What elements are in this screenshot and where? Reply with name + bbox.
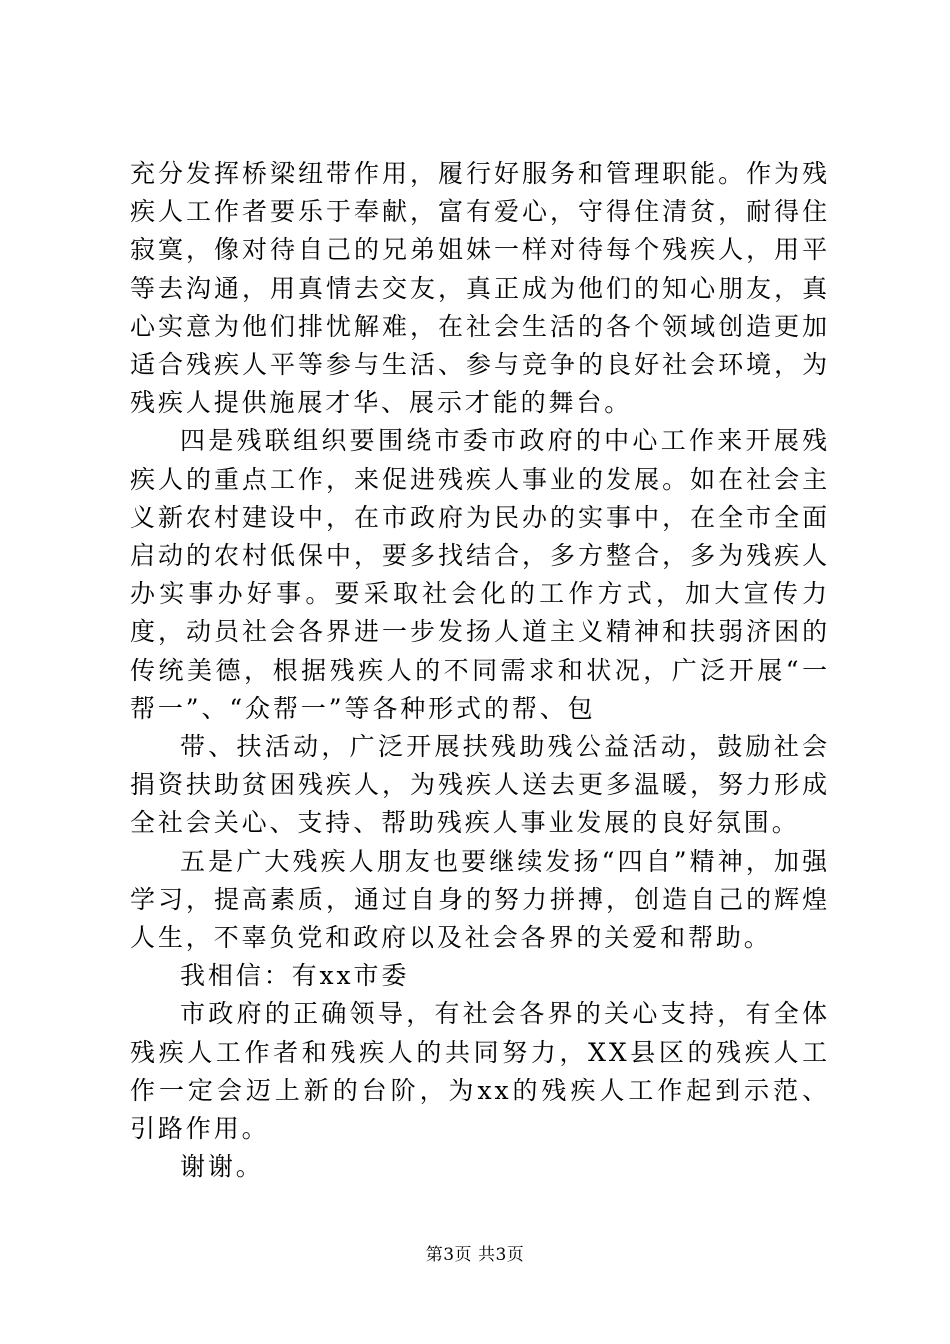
paragraph-point-four-continued: 带、扶活动，广泛开展扶残助残公益活动，鼓励社会捐资扶助贫困残疾人，为残疾人送去更多温暖，努力形成全社会关心、支持、帮助残疾人事业发展的良好氛围。 — [130, 732, 830, 838]
page-number-footer: 第3页 共3页 — [425, 1245, 525, 1265]
paragraph-belief-intro: 我相信：有xx市委 — [180, 961, 410, 991]
document-body — [130, 155, 830, 1186]
paragraph-continuation: 充分发挥桥梁纽带作用，履行好服务和管理职能。作为残疾人工作者要乐于奉献，富有爱心，守得住清贫，耐得住寂寞，像对待自己的兄弟姐妹一样对待每个残疾人，用平等去沟通，用真情去交友，真正成为他们的知心朋友，真心实意为他们排忧解难，在社会生活的各个领域创造更加适合残疾人平等参与生活、参与竞争的良好社会环境，为残疾人提供施展才华、展示才能的舞台。 — [130, 159, 830, 418]
paragraph-point-five: 五是广大残疾人朋友也要继续发扬“四自”精神，加强学习，提高素质，通过自身的努力拼搏，创造自己的辉煌人生，不辜负党和政府以及社会各界的关爱和帮助。 — [130, 846, 830, 953]
paragraph-point-four: 四是残联组织要围绕市委市政府的中心工作来开展残疾人的重点工作，来促进残疾人事业的发展。如在社会主义新农村建设中，在市政府为民办的实事中，在全市全面启动的农村低保中，要多找结合，多方整合，多为残疾人办实事办好事。要采取社会化的工作方式，加大宣传力度，动员社会各界进一步发扬人道主义精神和扶弱济困的传统美德，根据残疾人的不同需求和状况，广泛开展“一帮一”、“众帮一”等各种形式的帮、包 — [130, 426, 830, 723]
paragraph-belief: 市政府的正确领导，有社会各界的关心支持，有全体残疾人工作者和残疾人的共同努力，XX县区的残疾人工作一定会迈上新的台阶，为xx的残疾人工作起到示范、引路作用。 — [130, 999, 830, 1144]
paragraph-thanks: 谢谢。 — [180, 1152, 264, 1182]
